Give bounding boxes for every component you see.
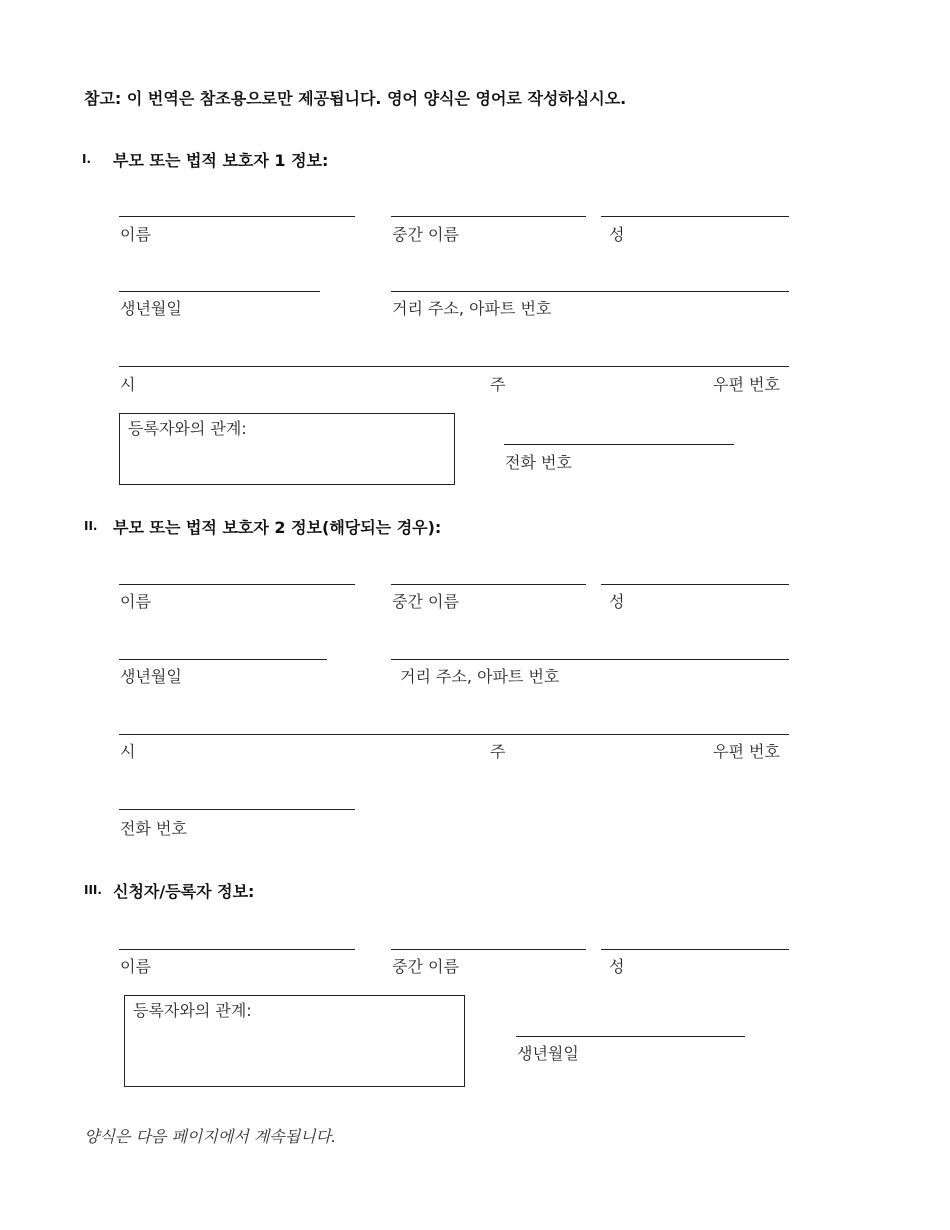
s1-middle-name-line[interactable] — [391, 216, 586, 217]
s1-relationship-label: 등록자와의 관계: — [128, 419, 247, 438]
s2-first-name-line[interactable] — [119, 584, 355, 585]
s3-last-name-label: 성 — [609, 957, 625, 976]
s2-street-line[interactable] — [391, 659, 789, 660]
s2-city-state-zip-line[interactable] — [119, 734, 789, 735]
s1-first-name-label: 이름 — [120, 225, 151, 244]
s2-state-label: 주 — [490, 742, 506, 761]
s3-relationship-box[interactable] — [124, 995, 465, 1087]
s1-city-state-zip-line[interactable] — [119, 366, 789, 367]
section2-number: II. — [84, 519, 98, 533]
s2-middle-name-label: 중간 이름 — [392, 592, 459, 611]
s1-last-name-line[interactable] — [601, 216, 789, 217]
section3-title: 신청자/등록자 정보: — [113, 882, 255, 901]
s1-dob-line[interactable] — [119, 291, 320, 292]
s3-first-name-line[interactable] — [119, 949, 355, 950]
s2-zip-label: 우편 번호 — [713, 742, 780, 761]
s3-middle-name-label: 중간 이름 — [392, 957, 459, 976]
translation-note: 참고: 이 번역은 참조용으로만 제공됩니다. 영어 양식은 영어로 작성하십시오. — [84, 89, 627, 108]
section2-title: 부모 또는 법적 보호자 2 정보(해당되는 경우): — [113, 518, 442, 537]
s3-first-name-label: 이름 — [120, 957, 151, 976]
s2-last-name-line[interactable] — [601, 584, 789, 585]
s2-first-name-label: 이름 — [120, 592, 151, 611]
s3-relationship-label: 등록자와의 관계: — [133, 1001, 252, 1020]
s1-street-line[interactable] — [391, 291, 789, 292]
s2-phone-label: 전화 번호 — [120, 819, 187, 838]
s1-relationship-box[interactable] — [119, 413, 455, 485]
s1-phone-label: 전화 번호 — [505, 453, 572, 472]
s1-middle-name-label: 중간 이름 — [392, 225, 459, 244]
s1-zip-label: 우편 번호 — [713, 375, 780, 394]
s1-last-name-label: 성 — [609, 225, 625, 244]
section1-number: I. — [82, 152, 92, 166]
section3-number: III. — [84, 883, 102, 897]
s3-dob-line[interactable] — [516, 1036, 745, 1037]
s2-street-label: 거리 주소, 아파트 번호 — [400, 667, 560, 686]
s2-phone-line[interactable] — [119, 809, 355, 810]
s3-last-name-line[interactable] — [601, 949, 789, 950]
s3-middle-name-line[interactable] — [391, 949, 586, 950]
s1-state-label: 주 — [490, 375, 506, 394]
s2-dob-line[interactable] — [119, 659, 327, 660]
section1-title: 부모 또는 법적 보호자 1 정보: — [113, 151, 329, 170]
s1-phone-line[interactable] — [504, 444, 734, 445]
s2-last-name-label: 성 — [609, 592, 625, 611]
s2-middle-name-line[interactable] — [391, 584, 586, 585]
s1-city-label: 시 — [120, 375, 136, 394]
s3-dob-label: 생년월일 — [517, 1044, 579, 1063]
s2-city-label: 시 — [120, 742, 136, 761]
s2-dob-label: 생년월일 — [120, 667, 182, 686]
s1-first-name-line[interactable] — [119, 216, 355, 217]
s1-dob-label: 생년월일 — [120, 299, 182, 318]
continued-footer: 양식은 다음 페이지에서 계속됩니다. — [84, 1127, 337, 1146]
s1-street-label: 거리 주소, 아파트 번호 — [392, 299, 552, 318]
